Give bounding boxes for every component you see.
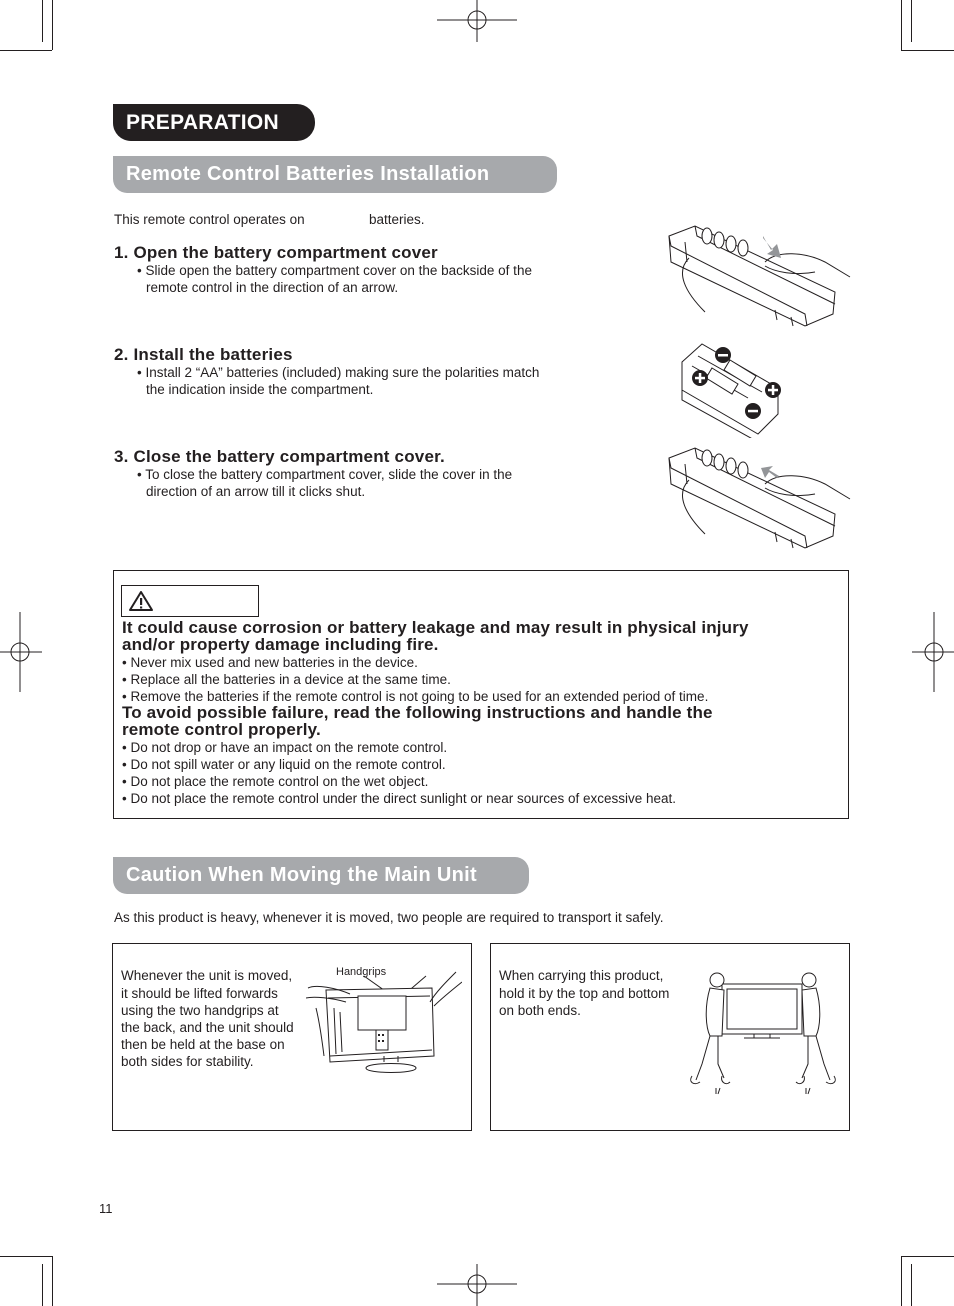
step-3-text: • To close the battery compartment cover, slide the cover in the: [137, 467, 513, 482]
batteries-heading: Remote Control Batteries Installation: [113, 156, 557, 193]
crop-mark: [901, 1256, 954, 1257]
crop-mark: [911, 1264, 912, 1306]
handgrips-text: then be held at the base on: [121, 1037, 285, 1052]
caution-heading-2: To avoid possible failure, read the following instructions and handle the: [122, 703, 713, 722]
handgrips-illustration: [306, 968, 462, 1080]
open-cover-illustration: [665, 222, 855, 332]
crop-mark: [911, 0, 912, 42]
step-2-text: the indication inside the compartment.: [146, 382, 374, 397]
registration-mark: [0, 612, 42, 692]
handgrips-text: Whenever the unit is moved,: [121, 968, 293, 983]
crop-mark: [0, 1256, 52, 1257]
caution-heading-1: It could cause corrosion or battery leakage and may result in physical injury: [122, 618, 749, 637]
caution-item: • Do not spill water or any liquid on the remote control.: [122, 757, 446, 772]
carrying-text: on both ends.: [499, 1003, 581, 1018]
caution-item: • Do not place the remote control on the wet object.: [122, 774, 429, 789]
handgrips-label: Handgrips: [336, 966, 387, 978]
caution-item: • Never mix used and new batteries in the device.: [122, 655, 418, 670]
registration-mark: [437, 0, 517, 42]
step-1-text: remote control in the direction of an arrow.: [146, 280, 399, 295]
close-cover-illustration: [665, 444, 855, 554]
step-3-text: direction of an arrow till it clicks shut.: [146, 484, 366, 499]
caution-heading-2b: remote control properly.: [122, 720, 321, 739]
step-1-title: 1. Open the battery compartment cover: [114, 243, 438, 262]
step-3-title: 3. Close the battery compartment cover.: [114, 447, 445, 466]
caution-item: • Do not drop or have an impact on the remote control.: [122, 740, 448, 755]
two-people-carrying-illustration: [688, 968, 838, 1098]
handgrips-text: using the two handgrips at: [121, 1003, 279, 1018]
crop-mark: [42, 0, 43, 42]
step-2-title: 2. Install the batteries: [114, 345, 293, 364]
registration-mark: [437, 1264, 517, 1306]
caution-item: • Do not place the remote control under the direct sunlight or near sources of excessive heat.: [122, 791, 677, 806]
section-title: PREPARATION: [113, 104, 315, 141]
handgrips-text: it should be lifted forwards: [121, 986, 278, 1001]
moving-heading: Caution When Moving the Main Unit: [113, 857, 529, 894]
carrying-text: hold it by the top and bottom: [499, 986, 670, 1001]
carrying-text: When carrying this product,: [499, 968, 664, 983]
step-1-text: • Slide open the battery compartment cover on the backside of the: [137, 263, 532, 278]
crop-mark: [901, 0, 902, 50]
handgrips-text: both sides for stability.: [121, 1054, 254, 1069]
registration-mark: [912, 612, 954, 692]
intro-before: This remote control operates on: [114, 212, 305, 227]
crop-mark: [42, 1264, 43, 1306]
crop-mark: [52, 0, 53, 50]
page-number: 11: [99, 1201, 113, 1216]
moving-intro: As this product is heavy, whenever it is moved, two people are required to transport it safely.: [114, 910, 664, 925]
install-batteries-illustration: [678, 338, 788, 438]
crop-mark: [0, 50, 52, 51]
crop-mark: [901, 50, 954, 51]
caution-heading-1b: and/or property damage including fire.: [122, 635, 439, 654]
batteries-intro: [114, 211, 305, 228]
crop-mark: [52, 1256, 53, 1306]
caution-item: • Replace all the batteries in a device at the same time.: [122, 672, 451, 687]
caution-item: • Remove the batteries if the remote control is not going to be used for an extended period of time.: [122, 689, 709, 704]
warning-triangle-icon: [128, 590, 154, 612]
handgrips-text: the back, and the unit should: [121, 1020, 294, 1035]
batteries-intro-after: batteries.: [369, 212, 425, 227]
step-2-text: • Install 2 “AA” batteries (included) making sure the polarities match: [137, 365, 540, 380]
crop-mark: [901, 1256, 902, 1306]
